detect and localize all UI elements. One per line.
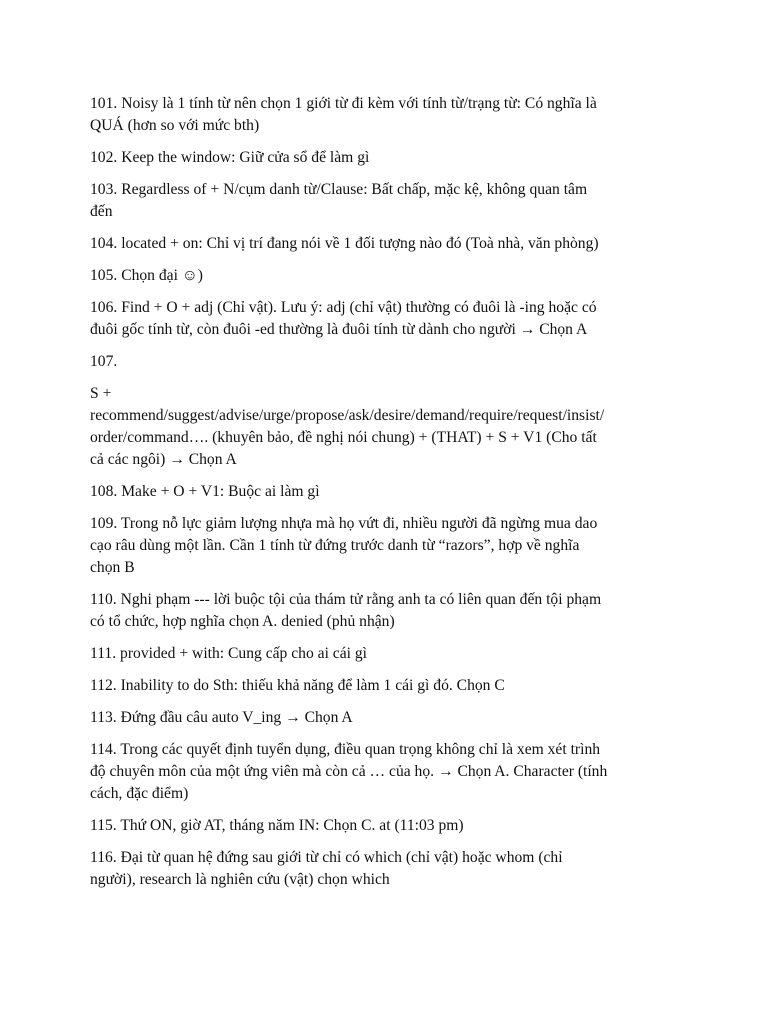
note-line: 107. — [90, 353, 118, 370]
note-line: độ chuyên môn của một ứng viên mà còn cả … của họ. → Chọn A. Character (tính — [90, 763, 608, 780]
note-line: 101. Noisy là 1 tính từ nên chọn 1 giới từ đi kèm với tính từ/trạng từ: Có nghĩa là — [90, 95, 597, 112]
note-line: 106. Find + O + adj (Chỉ vật). Lưu ý: adj (chỉ vật) thường có đuôi là -ing hoặc có — [90, 299, 597, 316]
note-line: S + — [90, 385, 112, 402]
note-line: 111. provided + with: Cung cấp cho ai cái gì — [90, 645, 368, 662]
note-item — [90, 847, 690, 891]
note-item — [90, 265, 690, 287]
note-line: chọn B — [90, 559, 135, 576]
note-line: order/command…. (khuyên bảo, đề nghị nói chung) + (THAT) + S + V1 (Cho tất — [90, 429, 597, 446]
note-item — [90, 739, 690, 805]
note-line: 113. Đứng đầu câu auto V_ing → Chọn A — [90, 709, 353, 726]
note-line: 112. Inability to do Sth: thiếu khả năng để làm 1 cái gì đó. Chọn C — [90, 677, 505, 694]
note-line: đến — [90, 203, 113, 220]
note-line: người), research là nghiên cứu (vật) chọn which — [90, 871, 390, 888]
note-line: cách, đặc điểm) — [90, 785, 189, 802]
note-line: 104. located + on: Chỉ vị trí đang nói về 1 đối tượng nào đó (Toà nhà, văn phòng) — [90, 235, 599, 252]
note-line: cả các ngôi) → Chọn A — [90, 451, 237, 468]
note-item — [90, 93, 690, 137]
note-line: cạo râu dùng một lần. Cần 1 tính từ đứng trước danh từ “razors”, hợp về nghĩa — [90, 537, 580, 554]
document-body — [90, 93, 690, 901]
note-item — [90, 179, 690, 223]
note-item — [90, 233, 690, 255]
note-item — [90, 383, 690, 471]
note-line: đuôi gốc tính từ, còn đuôi -ed thường là đuôi tính từ dành cho người → Chọn A — [90, 321, 588, 338]
note-line: recommend/suggest/advise/urge/propose/ask/desire/demand/require/request/insist/ — [90, 407, 605, 424]
note-line: 108. Make + O + V1: Buộc ai làm gì — [90, 483, 320, 500]
note-line: 115. Thứ ON, giờ AT, tháng năm IN: Chọn C. at (11:03 pm) — [90, 817, 464, 834]
note-item — [90, 481, 690, 503]
note-line: 116. Đại từ quan hệ đứng sau giới từ chỉ có which (chỉ vật) hoặc whom (chỉ — [90, 849, 563, 866]
note-item — [90, 589, 690, 633]
note-item — [90, 147, 690, 169]
note-item — [90, 815, 690, 837]
note-item — [90, 351, 690, 373]
note-item — [90, 643, 690, 665]
note-line: 114. Trong các quyết định tuyển dụng, điều quan trọng không chỉ là xem xét trình — [90, 741, 601, 758]
note-line: 103. Regardless of + N/cụm danh từ/Clause: Bất chấp, mặc kệ, không quan tâm — [90, 181, 588, 198]
note-item — [90, 675, 690, 697]
note-line: 109. Trong nỗ lực giảm lượng nhựa mà họ vứt đi, nhiều người đã ngừng mua dao — [90, 515, 598, 532]
note-item — [90, 297, 690, 341]
note-item — [90, 513, 690, 579]
note-line: 110. Nghi phạm --- lời buộc tội của thám tử rằng anh ta có liên quan đến tội phạm — [90, 591, 602, 608]
note-line: 105. Chọn đại ☺) — [90, 267, 203, 284]
note-item — [90, 707, 690, 729]
note-line: QUÁ (hơn so với mức bth) — [90, 117, 260, 134]
note-line: 102. Keep the window: Giữ cửa sổ để làm gì — [90, 149, 370, 166]
note-line: có tổ chức, hợp nghĩa chọn A. denied (phủ nhận) — [90, 613, 395, 630]
